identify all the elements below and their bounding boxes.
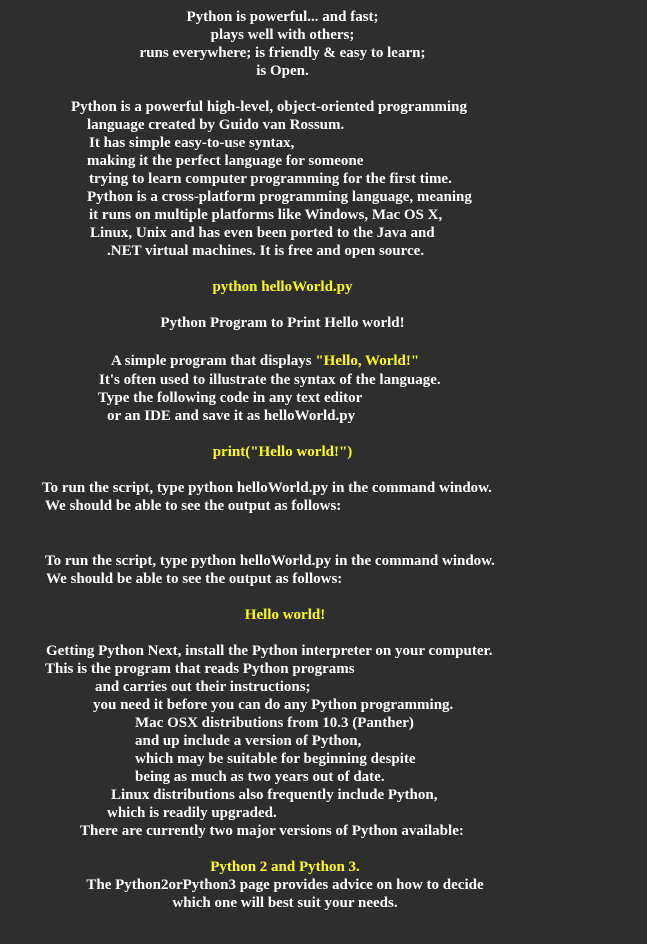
hello-world-highlight: "Hello, World!" (315, 353, 420, 369)
output-line: Hello world! (244, 607, 326, 623)
simple-program-line-2: It's often used to illustrate the syntax of the language. (99, 372, 441, 388)
simple-program-line-4: or an IDE and save it as helloWorld.py (107, 408, 356, 424)
getting-python-line-6: and up include a version of Python, (135, 733, 362, 749)
getting-python-line-4: you need it before you can do any Python programming. (93, 697, 454, 713)
simple-program-line-3: Type the following code in any text editor (98, 390, 363, 406)
advice-line-1: The Python2orPython3 page provides advice on how to decide (86, 877, 484, 893)
code-line: print("Hello world!") (212, 444, 353, 460)
intro-line-2: plays well with others; (210, 27, 355, 43)
about-line-4: making it the perfect language for someone (87, 153, 364, 169)
getting-python-line-3: and carries out their instructions; (95, 679, 311, 695)
getting-python-line-10: which is readily upgraded. (107, 805, 277, 821)
intro-line-1: Python is powerful... and fast; (186, 9, 379, 25)
about-line-3: It has simple easy-to-use syntax, (89, 135, 295, 151)
getting-python-line-7: which may be suitable for beginning despite (135, 751, 416, 767)
about-line-6: Python is a cross-platform programming language, meaning (87, 189, 472, 205)
about-line-1: Python is a powerful high-level, object-oriented programming (71, 99, 467, 115)
simple-program-lead: A simple program that displays (111, 353, 312, 369)
versions-heading: Python 2 and Python 3. (210, 859, 360, 875)
run-block-1-line-1: To run the script, type python helloWorld.py in the command window. (42, 480, 492, 496)
getting-python-line-8: being as much as two years out of date. (135, 769, 385, 785)
run-block-2-line-1: To run the script, type python helloWorld.py in the command window. (45, 553, 495, 569)
program-title: Python Program to Print Hello world! (160, 315, 405, 331)
getting-python-line-1: Getting Python Next, install the Python interpreter on your computer. (46, 643, 493, 659)
about-line-7: it runs on multiple platforms like Windows, Mac OS X, (89, 207, 443, 223)
simple-program-line-1 (111, 352, 419, 370)
getting-python-line-11: There are currently two major versions of Python available: (80, 823, 464, 839)
getting-python-line-5: Mac OSX distributions from 10.3 (Panther) (135, 715, 414, 731)
intro-line-4: is Open. (256, 63, 309, 79)
about-line-8: Linux, Unix and has even been ported to the Java and (90, 225, 435, 241)
about-line-2: language created by Guido van Rossum. (87, 117, 345, 133)
about-line-5: trying to learn computer programming for the first time. (89, 171, 452, 187)
intro-line-3: runs everywhere; is friendly & easy to learn; (139, 45, 426, 61)
getting-python-line-2: This is the program that reads Python programs (45, 661, 355, 677)
advice-line-2: which one will best suit your needs. (172, 895, 398, 911)
run-block-2-line-2: We should be able to see the output as follows: (46, 571, 343, 587)
command-heading: python helloWorld.py (212, 279, 353, 295)
about-line-9: .NET virtual machines. It is free and open source. (107, 243, 425, 259)
getting-python-line-9: Linux distributions also frequently include Python, (111, 787, 438, 803)
run-block-1-line-2: We should be able to see the output as follows: (45, 498, 342, 514)
